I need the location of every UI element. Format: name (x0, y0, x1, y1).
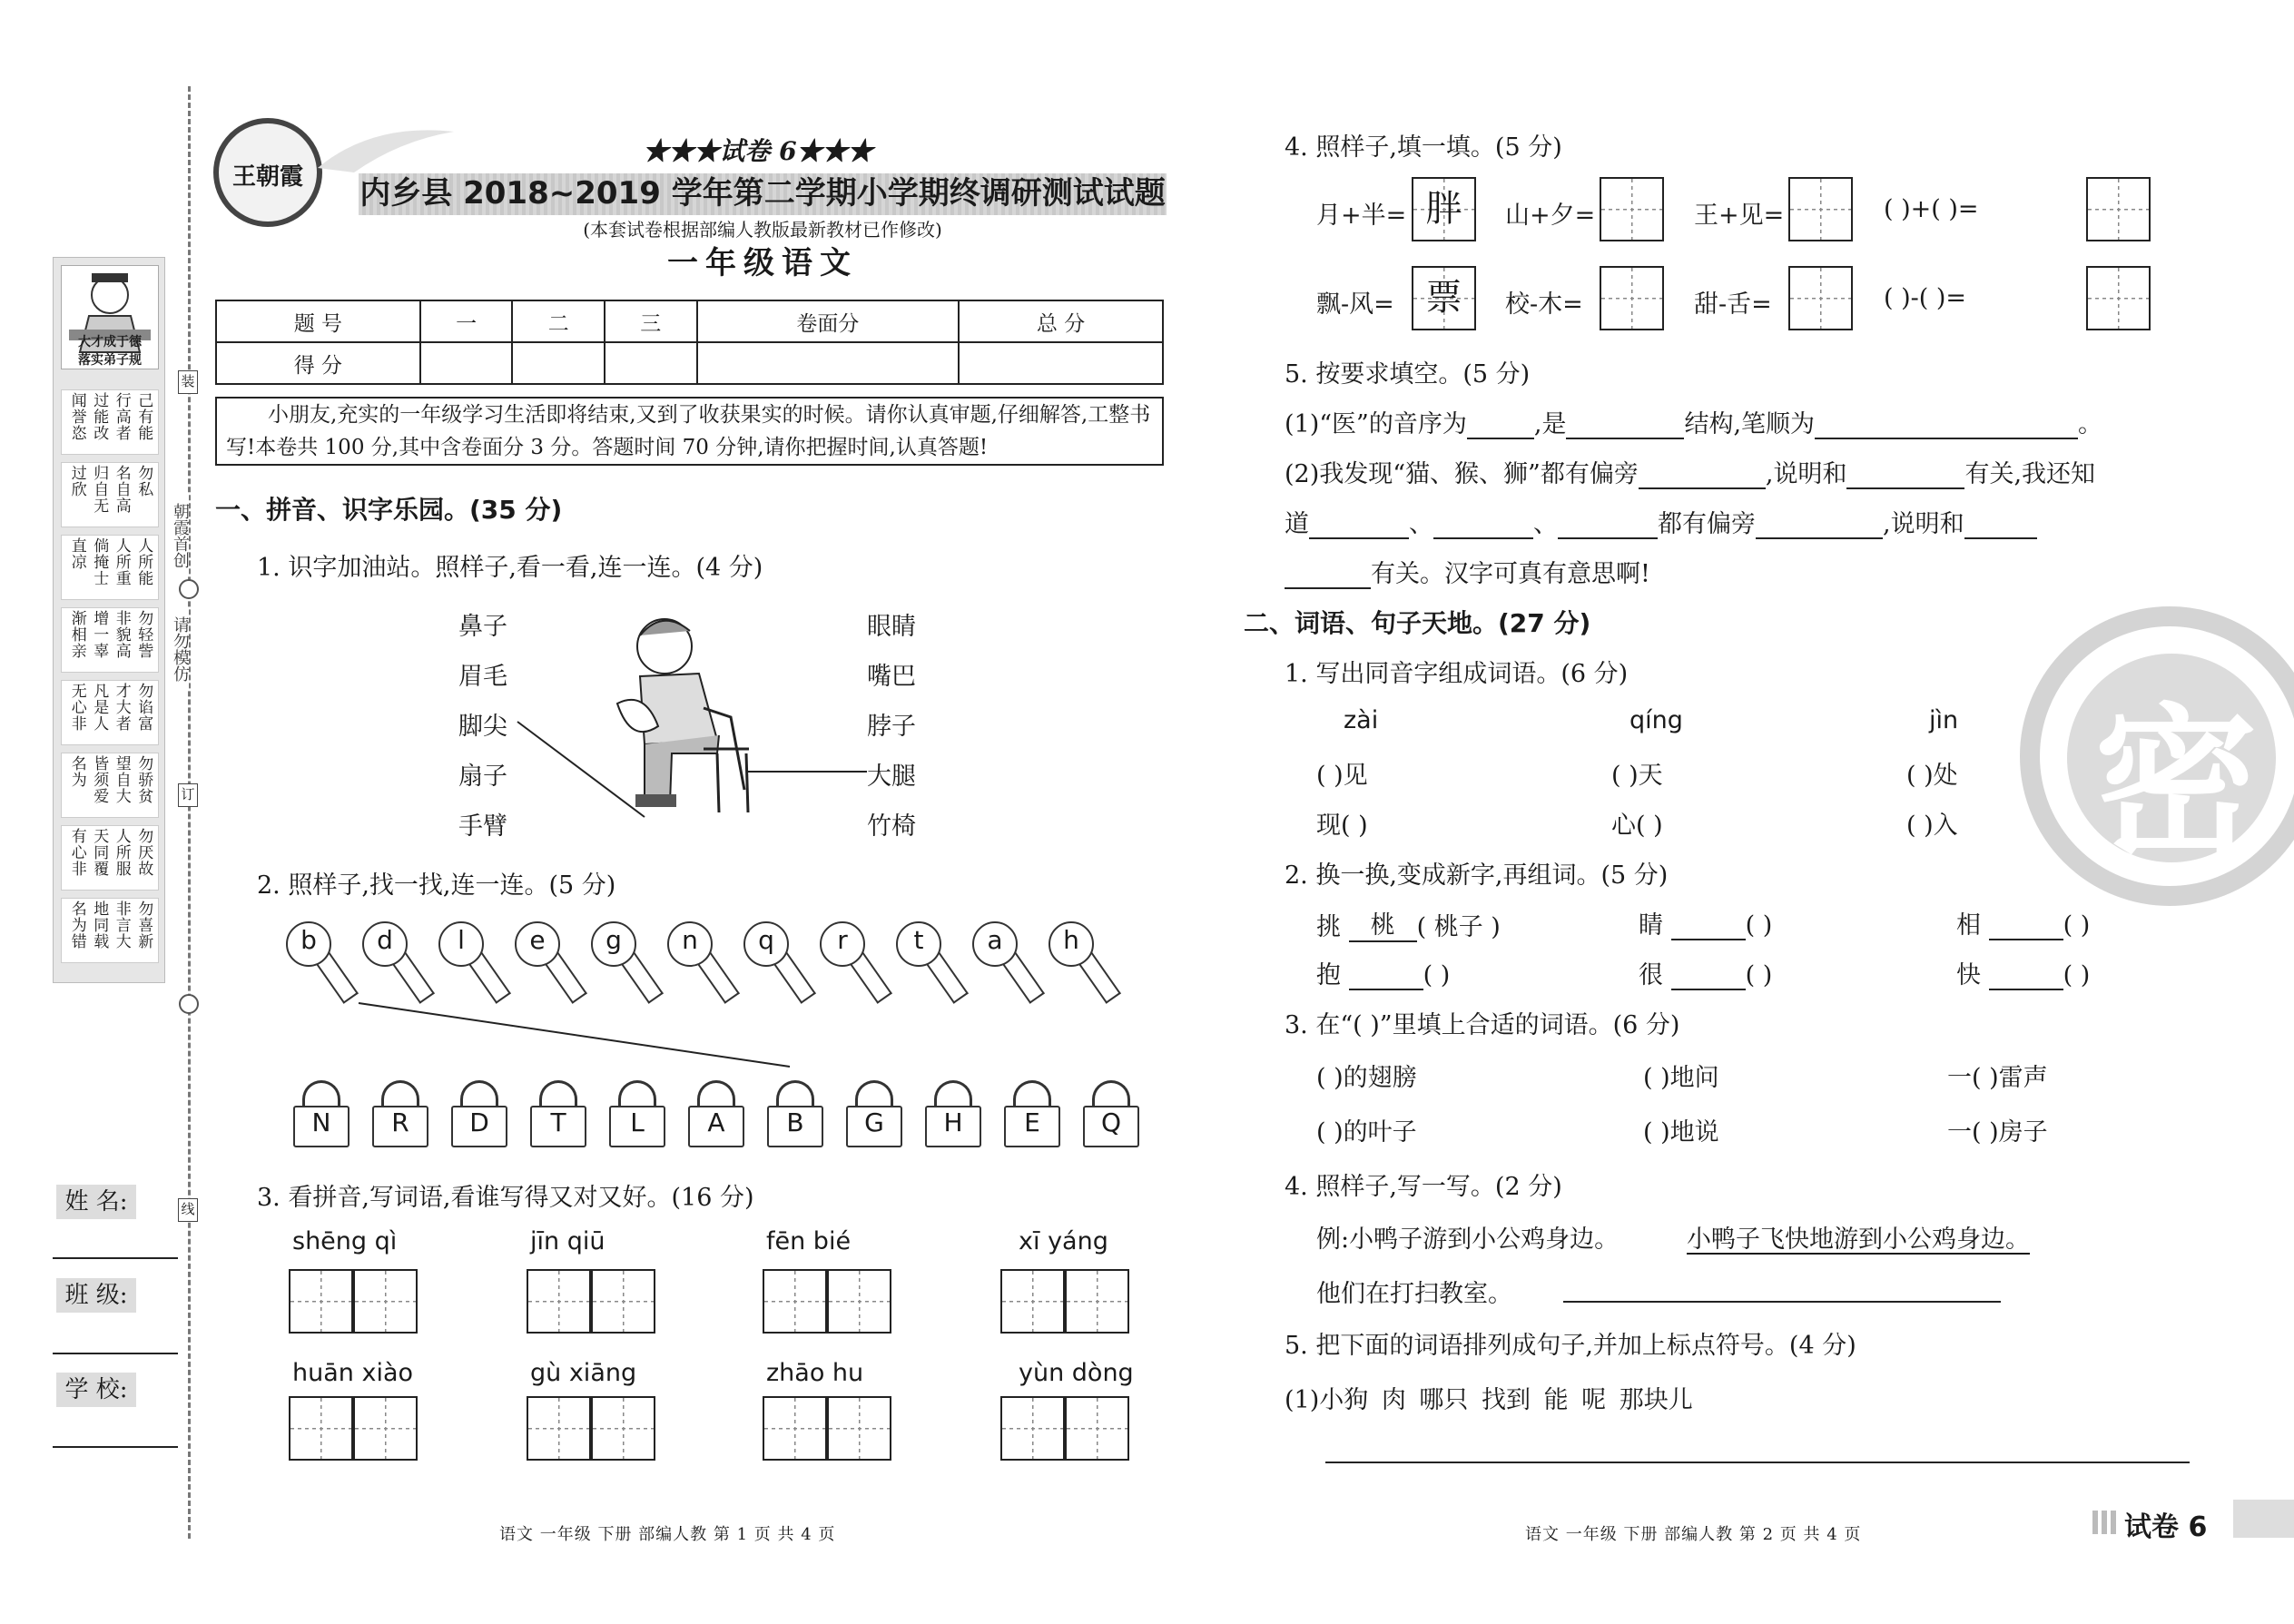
footer-page-1: 语文 一年级 下册 部编人教 第 1 页 共 4 页 (499, 1525, 836, 1544)
binding-hole (179, 994, 199, 1014)
grade-subject: 一年级语文 (667, 245, 858, 281)
exam-tag: 试卷 6 (2124, 1511, 2208, 1543)
motto-block: 闻誉恣 过能改 行高者 己有能 (61, 389, 159, 455)
homophone-blank[interactable]: 现( ) (1316, 812, 1368, 840)
homophone-blank[interactable]: ( )处 (1906, 762, 1958, 790)
writing-box[interactable] (1065, 1269, 1129, 1334)
match-left-word[interactable]: 眉毛 (458, 663, 507, 691)
match-right-word[interactable]: 嘴巴 (867, 663, 916, 691)
q1-title: 1. 识字加油站。照样子,看一看,连一连。(4 分) (257, 554, 763, 582)
motto-block: 名为 皆须爱 望自大 勿骄贫 (61, 753, 159, 818)
lock-letter-E[interactable]: E (1004, 1080, 1060, 1147)
motto-block: 有心非 天同覆 人所服 勿厌故 (61, 825, 159, 891)
equation-label: 王+见= (1694, 202, 1785, 230)
name-field[interactable] (53, 1257, 178, 1259)
writing-box[interactable] (1000, 1396, 1065, 1461)
binding-label-brand: 朝霞首创 (167, 495, 189, 576)
q5-line-2: (2)我发现“猫、猴、狮”都有偏旁 ,说明和 有关,我还知 (1285, 460, 2096, 488)
motto-block: 渐相亲 增一辜 非貌高 勿轻訾 (61, 607, 159, 673)
q5-line-3: 道 、 、 都有偏旁 ,说明和 (1285, 504, 2037, 539)
homophone-pinyin: qíng (1629, 706, 1683, 734)
word-fill[interactable]: 一( )房子 (1947, 1118, 2048, 1147)
writing-box[interactable] (1000, 1269, 1065, 1334)
answer-box[interactable] (2086, 177, 2151, 241)
q5-line-1: (1)“医”的音序为 ,是 结构,笔顺为 。 (1285, 410, 2103, 438)
key-letter-g[interactable]: g (591, 921, 656, 1021)
writing-box[interactable] (591, 1396, 655, 1461)
binding-label-ding: 订 (178, 783, 198, 807)
pinyin-prompt: yùn dòng (1019, 1359, 1134, 1387)
pinyin-prompt: shēng qì (292, 1227, 398, 1255)
equation-label: 山+夕= (1505, 202, 1596, 230)
score-cell[interactable] (605, 342, 697, 384)
equation-label: 甜-舌= (1694, 290, 1772, 319)
key-letter-a[interactable]: a (972, 921, 1038, 1021)
writing-box[interactable] (763, 1269, 827, 1334)
part1-title: 一、拼音、识字乐园。(35 分) (215, 495, 563, 525)
footer-page-2: 语文 一年级 下册 部编人教 第 2 页 共 4 页 (1525, 1525, 1862, 1544)
motto-block: 过欣 归自无 名自高 勿私 (61, 462, 159, 527)
word-fill[interactable]: ( )的翅膀 (1316, 1064, 1417, 1092)
writing-box[interactable] (289, 1269, 353, 1334)
sentence-task: 他们在打扫教室。 (1316, 1280, 1512, 1308)
p2q5-title: 5. 把下面的词语排列成句子,并加上标点符号。(4 分) (1285, 1332, 1856, 1360)
lock-letter-Q[interactable]: Q (1083, 1080, 1139, 1147)
pinyin-prompt: jīn qiū (530, 1227, 605, 1255)
match-left-word[interactable]: 扇子 (458, 763, 507, 791)
lock-letter-R[interactable]: R (372, 1080, 428, 1147)
pinyin-prompt: gù xiāng (530, 1359, 637, 1387)
key-letter-d[interactable]: d (362, 921, 428, 1021)
score-header-cell: 题 号 (216, 300, 420, 342)
score-cell[interactable] (959, 342, 1163, 384)
key-letter-n[interactable]: n (667, 921, 733, 1021)
q5-line-4: 有关。汉字可真有意思啊! (1285, 554, 1650, 589)
exam-notice: 小朋友,充实的一年级学习生活即将结束,又到了收获果实的时候。请你认真审题,仔细解答,工整书写!本卷共 100 分,其中含卷面分 3 分。答题时间 70 分钟,请你把握时间,认真答题! (215, 397, 1164, 466)
writing-box[interactable] (527, 1269, 591, 1334)
key-letter-l[interactable]: l (438, 921, 504, 1021)
score-table (215, 300, 1164, 385)
class-label: 班 级: (56, 1278, 136, 1313)
answer-box[interactable] (1600, 177, 1664, 241)
lock-letter-N[interactable]: N (293, 1080, 350, 1147)
brand-logo (213, 118, 322, 227)
lock-letter-D[interactable]: D (451, 1080, 507, 1147)
homophone-blank[interactable]: ( )天 (1611, 762, 1663, 790)
fill-blank[interactable] (1756, 537, 1883, 539)
tag-bar (2233, 1500, 2294, 1538)
lock-letter-B[interactable]: B (767, 1080, 823, 1147)
exam-badge: ★★★试卷 6★★★ (643, 136, 873, 166)
part2-title: 二、词语、句子天地。(27 分) (1244, 608, 1591, 638)
writing-box[interactable] (1065, 1396, 1129, 1461)
writing-box[interactable] (353, 1396, 418, 1461)
char-swap-item[interactable]: 很 ( ) (1639, 961, 1773, 989)
pinyin-prompt: fēn bié (766, 1227, 852, 1255)
match-left-word[interactable]: 手臂 (458, 812, 507, 841)
match-right-word[interactable]: 大腿 (867, 763, 916, 791)
equation-label[interactable]: ( )-( )= (1884, 284, 1967, 312)
p2q4-title: 4. 照样子,写一写。(2 分) (1285, 1173, 1562, 1201)
ribbon-decoration (318, 113, 463, 177)
equation-label: 飘-风= (1316, 290, 1394, 319)
binding-label-warning: 请勿模仿 (167, 608, 189, 690)
score-cell[interactable] (420, 342, 513, 384)
p2q3-title: 3. 在“( )”里填上合适的词语。(6 分) (1285, 1011, 1680, 1039)
q4-title: 4. 照样子,填一填。(5 分) (1285, 133, 1562, 162)
key-letter-r[interactable]: r (820, 921, 885, 1021)
sentence-answer-line[interactable] (1563, 1301, 2001, 1303)
pinyin-prompt: zhāo hu (766, 1359, 864, 1387)
motto-block: 直凉 倘掩士 人所重 人所能 (61, 535, 159, 600)
score-header-cell: 总 分 (959, 300, 1163, 342)
grandma-on-chair-illustration (508, 608, 890, 835)
school-field[interactable] (53, 1446, 178, 1448)
char-swap-item[interactable]: 抱 ( ) (1316, 961, 1451, 989)
fill-blank[interactable] (1846, 487, 1964, 489)
binding-label-zhuang: 装 (178, 370, 198, 394)
motto-block: 名为错 地同载 非言大 勿喜新 (61, 898, 159, 963)
score-cell[interactable] (512, 342, 605, 384)
score-header-cell: 二 (512, 300, 605, 342)
writing-box[interactable] (763, 1396, 827, 1461)
answer-box[interactable] (2086, 266, 2151, 330)
answer-box-example: 胖 (1412, 177, 1476, 241)
name-label: 姓 名: (56, 1185, 136, 1219)
word-order-words: (1)小狗 肉 哪只 找到 能 呢 那块儿 (1285, 1386, 1693, 1414)
fill-blank[interactable] (1815, 438, 2078, 439)
fill-blank[interactable] (1309, 537, 1409, 539)
answer-box[interactable] (1788, 266, 1853, 330)
lock-letter-T[interactable]: T (530, 1080, 586, 1147)
motto-block: 无心非 凡是人 才大者 勿谄富 (61, 680, 159, 745)
char-swap-example: 挑 桃 ( 桃子 ) (1316, 905, 1501, 942)
writing-box[interactable] (827, 1396, 891, 1461)
word-fill[interactable]: ( )地问 (1643, 1064, 1719, 1092)
word-fill[interactable]: 一( )雷声 (1947, 1064, 2048, 1092)
match-left-word[interactable]: 脚尖 (458, 713, 507, 741)
secret-stamp: 密 (2020, 606, 2294, 906)
writing-box[interactable] (827, 1269, 891, 1334)
homophone-pinyin: jìn (1929, 706, 1959, 734)
motto-caption-1: 大才成于德 (78, 335, 142, 349)
match-right-word[interactable]: 眼睛 (867, 613, 916, 641)
example-link-line (345, 989, 817, 1071)
word-fill[interactable]: ( )的叶子 (1316, 1118, 1417, 1147)
writing-box[interactable] (527, 1396, 591, 1461)
homophone-blank[interactable]: ( )入 (1906, 812, 1958, 840)
fill-blank[interactable] (1467, 438, 1534, 439)
match-right-word[interactable]: 脖子 (867, 713, 916, 741)
brand-logo-text: 王朝霞 (231, 163, 303, 191)
binding-dashed-line (188, 86, 191, 1539)
class-field[interactable] (53, 1353, 178, 1354)
pinyin-prompt: huān xiào (292, 1359, 414, 1387)
fill-blank[interactable] (1964, 537, 2037, 539)
lock-letter-H[interactable]: H (925, 1080, 981, 1147)
q2-title: 2. 照样子,找一找,连一连。(5 分) (257, 871, 616, 900)
writing-box[interactable] (289, 1396, 353, 1461)
answer-box-example: 票 (1412, 266, 1476, 330)
key-letter-e[interactable]: e (515, 921, 580, 1021)
fill-blank[interactable] (1433, 537, 1533, 539)
fill-blank[interactable] (1558, 537, 1658, 539)
binding-label-xian: 线 (178, 1198, 198, 1222)
motto-panel (53, 257, 165, 983)
lock-letter-A[interactable]: A (688, 1080, 744, 1147)
key-letter-q[interactable]: q (743, 921, 809, 1021)
answer-box[interactable] (1600, 266, 1664, 330)
school-label: 学 校: (56, 1373, 136, 1407)
key-letter-b[interactable]: b (286, 921, 351, 1021)
key-letter-h[interactable]: h (1049, 921, 1114, 1021)
char-swap-item[interactable]: 快 ( ) (1956, 961, 2091, 989)
motto-caption-2: 落实弟子规 (78, 353, 142, 368)
q5-title: 5. 按要求填空。(5 分) (1285, 360, 1531, 389)
score-header-cell: 一 (420, 300, 513, 342)
writing-box[interactable] (353, 1269, 418, 1334)
writing-box[interactable] (591, 1269, 655, 1334)
answer-box[interactable] (1788, 177, 1853, 241)
key-letter-t[interactable]: t (896, 921, 961, 1021)
homophone-blank[interactable]: ( )见 (1316, 762, 1368, 790)
p2q2-title: 2. 换一换,变成新字,再组词。(5 分) (1285, 861, 1669, 890)
exam-title: 内乡县 2018~2019 学年第二学期小学期终调研测试试题 (359, 175, 1166, 212)
sentence-example: 例:小鸭子游到小公鸡身边。 (1316, 1225, 1620, 1254)
char-swap-item[interactable]: 相 ( ) (1956, 911, 2091, 940)
homophone-blank[interactable]: 心( ) (1611, 812, 1663, 840)
tag-pattern (2092, 1511, 2120, 1534)
score-row-label: 得 分 (216, 342, 420, 384)
char-swap-item[interactable]: 睛 ( ) (1639, 911, 1773, 940)
q3-title: 3. 看拼音,写词语,看谁写得又对又好。(16 分) (257, 1184, 754, 1212)
exam-note: (本套试卷根据部编人教版最新教材已作修改) (583, 219, 942, 241)
equation-label: 月+半= (1316, 202, 1407, 230)
fill-blank[interactable] (1566, 438, 1684, 439)
equation-label[interactable]: ( )+( )= (1884, 195, 1979, 223)
homophone-pinyin: zài (1344, 706, 1379, 734)
word-order-answer-line[interactable] (1325, 1462, 2190, 1463)
p2q1-title: 1. 写出同音字组成词语。(6 分) (1285, 660, 1629, 688)
score-header-cell: 卷面分 (697, 300, 960, 342)
match-right-word[interactable]: 竹椅 (867, 812, 916, 841)
match-left-word[interactable]: 鼻子 (458, 613, 507, 641)
sentence-example-answer: 小鸭子飞快地游到小公鸡身边。 (1687, 1225, 2030, 1254)
lock-letter-L[interactable]: L (609, 1080, 665, 1147)
score-cell[interactable] (697, 342, 960, 384)
lock-letter-G[interactable]: G (846, 1080, 902, 1147)
equation-label: 校-木= (1505, 290, 1583, 319)
word-fill[interactable]: ( )地说 (1643, 1118, 1719, 1147)
binding-hole (179, 579, 199, 599)
score-header-cell: 三 (605, 300, 697, 342)
fill-blank[interactable] (1285, 587, 1371, 589)
fill-blank[interactable] (1639, 487, 1766, 489)
pinyin-prompt: xī yáng (1019, 1227, 1108, 1255)
